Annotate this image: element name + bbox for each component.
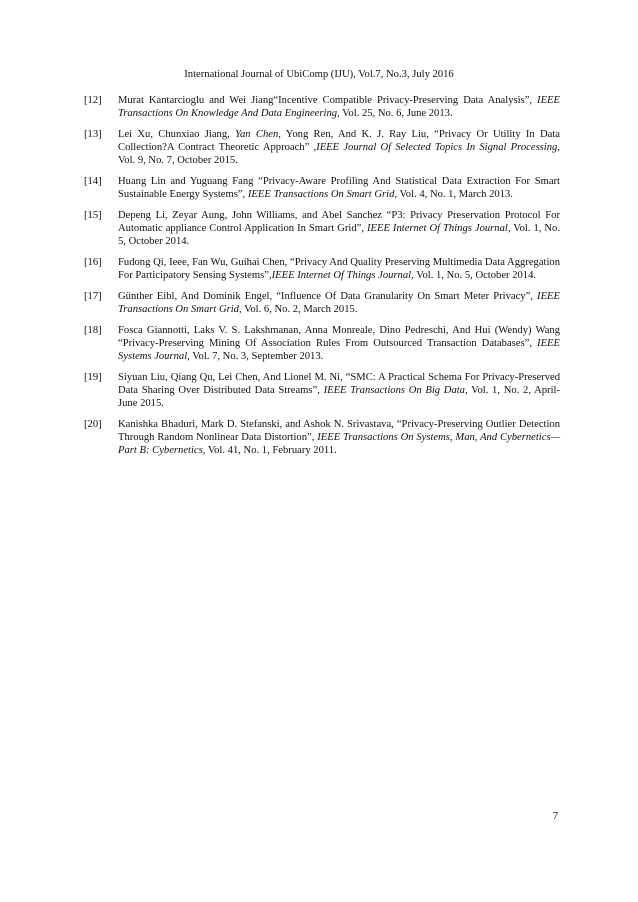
reference-segment: Vol. 1, No. 2, April-June 2015.	[118, 385, 560, 409]
reference-segment: Vol. 25, No. 6, June 2013.	[339, 108, 453, 119]
reference-segment: Vol. 1, No. 5, October 2014.	[413, 270, 537, 281]
reference-text	[118, 290, 560, 316]
reference-text	[118, 371, 560, 410]
reference-segment: Depeng Li, Zeyar Aung, John Williams, and Abel Sanchez “P3: Privacy Preservation Protocol For Automatic appliance Control Application In Smart Grid”,	[118, 210, 560, 234]
reference-number: [20]	[84, 419, 102, 430]
reference-segment: , Vol. 4, No. 1, March 2013.	[394, 189, 513, 200]
reference-venue: IEEE Transactions On Big Data,	[323, 385, 468, 396]
running-header: International Journal of UbiComp (IJU), Vol.7, No.3, July 2016	[184, 69, 454, 80]
reference-segment: Vol. 7, No. 3, September 2013.	[189, 351, 324, 362]
reference-text	[118, 175, 560, 201]
reference-text	[118, 324, 560, 363]
reference-number: [18]	[84, 325, 102, 336]
reference-segment: Yong Ren, And K. J. Ray Liu, “Privacy Or Utility In Data Collection?A Contract Theoretic Approach” ,	[118, 129, 561, 153]
reference-entry	[84, 209, 560, 248]
reference-segment: Fudong Qi, Ieee, Fan Wu, Guihai Chen, “Privacy And Quality Preserving Multimedia Data Aggregation For Participatory Sensing Systems”,	[118, 257, 560, 281]
reference-segment: Murat Kantarcioglu and Wei Jiang“Incentive Compatible Privacy-Preserving Data Analysis”,	[118, 95, 538, 106]
reference-number: [12]	[84, 95, 102, 106]
reference-venue: IEEE Journal Of Selected Topics In Signal Processing,	[316, 142, 560, 153]
reference-number: [15]	[84, 210, 102, 221]
reference-text	[118, 209, 560, 248]
reference-venue: IEEE Transactions On Knowledge And Data Engineering,	[118, 95, 560, 119]
reference-segment: , Vol. 1, No. 5, October 2014.	[118, 223, 561, 247]
reference-segment: Günther Eibl, And Dominik Engel, “Influence Of Data Granularity On Smart Meter Privacy”,	[118, 291, 538, 302]
reference-entry	[84, 371, 560, 410]
reference-text	[118, 94, 560, 120]
reference-venue: IEEE Internet Of Things Journal	[366, 223, 508, 234]
reference-text	[118, 256, 560, 282]
reference-venue: IEEE Transactions On Smart Grid	[247, 189, 395, 200]
reference-venue: IEEE Transactions On Systems, Man, And Cybernetics—Part B: Cybernetics,	[118, 432, 560, 456]
reference-segment: Siyuan Liu, Qiang Qu, Lei Chen, And Lionel M. Ni, “SMC: A Practical Schema For Privacy-Preserved Data Sharing Over Distributed Data Streams”,	[118, 372, 560, 396]
reference-venue: IEEE Systems Journal,	[118, 338, 560, 362]
reference-venue: Yan Chen,	[235, 129, 281, 140]
reference-number: [13]	[84, 129, 102, 140]
reference-number: [19]	[84, 372, 102, 383]
reference-entry	[84, 418, 560, 457]
reference-text	[118, 418, 560, 457]
reference-entry	[84, 290, 560, 316]
reference-entry	[84, 128, 560, 167]
reference-entry	[84, 175, 560, 201]
reference-text	[118, 128, 560, 167]
reference-segment: Fosca Giannotti, Laks V. S. Lakshmanan, Anna Monreale, Dino Pedreschi, And Hui (Wendy) Wang “Privacy-Preserving Mining Of Association Rules From Outsourced Transaction Databases”,	[118, 325, 560, 349]
reference-number: [17]	[84, 291, 102, 302]
reference-segment: Vol. 9, No. 7, October 2015.	[118, 155, 238, 166]
reference-venue: IEEE Internet Of Things Journal,	[271, 270, 414, 281]
reference-entry	[84, 94, 560, 120]
reference-segment: Lei Xu, Chunxiao Jiang,	[118, 129, 236, 140]
reference-number: [16]	[84, 257, 102, 268]
reference-segment: Vol. 41, No. 1, February 2011.	[205, 445, 337, 456]
reference-segment: Kanishka Bhaduri, Mark D. Stefanski, and Ashok N. Srivastava, “Privacy-Preserving Outlier Detection Through Random Nonlinear Data Distortion”,	[118, 419, 560, 443]
reference-number: [14]	[84, 176, 102, 187]
reference-segment: Huang Lin and Yuguang Fang “Privacy-Aware Profiling And Statistical Data Extraction For Smart Sustainable Energy Systems”,	[118, 176, 560, 200]
reference-segment: Vol. 6, No. 2, March 2015.	[241, 304, 358, 315]
reference-entry	[84, 324, 560, 363]
reference-venue: IEEE Transactions On Smart Grid,	[118, 291, 560, 315]
page-number: 7	[552, 811, 558, 822]
reference-list	[84, 94, 560, 465]
reference-entry	[84, 256, 560, 282]
